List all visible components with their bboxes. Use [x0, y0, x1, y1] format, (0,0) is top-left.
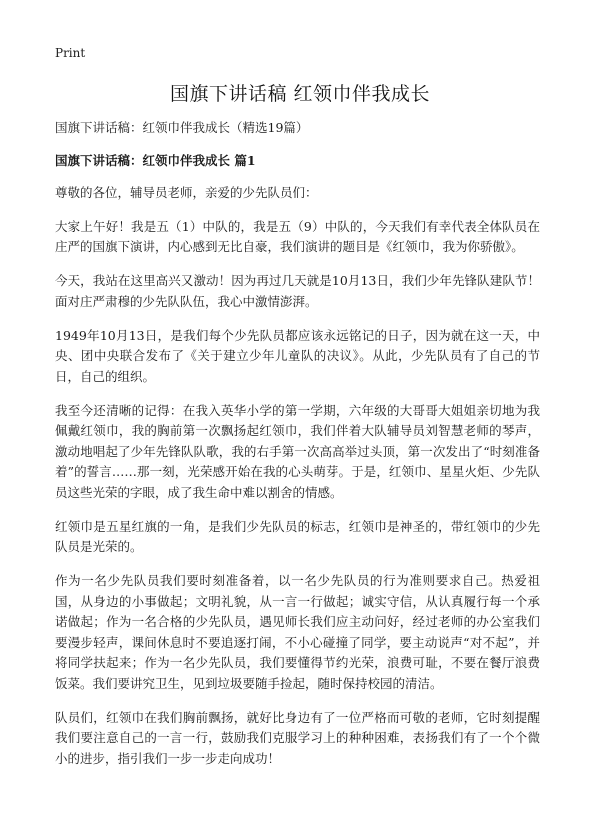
paragraph: 红领巾是五星红旗的一角，是我们少先队员的标志，红领巾是神圣的，带红领巾的少先队员是光荣的。 [55, 518, 540, 554]
paragraph: 1949年10月13日，是我们每个少先队员都应该永远铭记的日子，因为就在这一天，中央、团中央联合发布了《关于建立少年儿童队的决议》。从此，少先队员有了自己的节日，自己的组织。 [55, 327, 540, 384]
paragraph: 我至今还清晰的记得：在我入英华小学的第一学期，六年级的大哥哥大姐姐亲切地为我佩戴红领巾，我的胸前第一次飘扬起红领巾，我们伴着大队辅导员刘智慧老师的琴声，激动地唱起了少年先锋队队歌，我的右手第一次高高举过头顶，第一次发出了“时刻准备着”的誓言……那一刻，光荣感开始在我的心头萌芽。于是，红领巾、星星火炬、少先队员这些光荣的字眼，成了我生命中难以割舍的情感。 [55, 402, 540, 500]
paragraph: 今天，我站在这里高兴又激动！因为再过几天就是10月13日，我们少年先锋队建队节！面对庄严肃穆的少先队队伍，我心中激情澎湃。 [55, 273, 540, 309]
section-heading: 国旗下讲话稿：红领巾伴我成长 篇1 [55, 152, 256, 168]
document-title: 国旗下讲话稿 红领巾伴我成长 [169, 83, 431, 105]
paragraph-greeting: 尊敬的各位，辅导员老师，亲爱的少先队员们： [55, 185, 318, 200]
paragraph: 队员们，红领巾在我们胸前飘扬，就好比身边有了一位严格而可敬的老师，它时刻提醒我们要注意自己的一言一行，鼓励我们克服学习上的种种困难，表扬我们有了一个个微小的进步，指引我们一步一步走向成功！ [55, 709, 540, 766]
document-body [55, 118, 540, 783]
paragraph: 大家上午好！我是五（1）中队的，我是五（9）中队的，今天我们有幸代表全体队员在庄严的国旗下演讲，内心感到无比自豪，我们演讲的题目是《红领巾，我为你骄傲》。 [55, 218, 540, 254]
paragraph: 作为一名少先队员我们要时刻准备着，以一名少先队员的行为准则要求自己。热爱祖国，从身边的小事做起；文明礼貌，从一言一行做起；诚实守信，从认真履行每一个承诺做起；作为一名合格的少先队员，遇见师长我们应主动问好，经过老师的办公室我们要漫步轻声，课间休息时不要追逐打闹，不小心碰撞了同学，要主动说声“对不起”，并将同学扶起来；作为一名少先队员，我们要懂得节约光荣，浪费可耻，不要在餐厅浪费饭菜。我们要讲究卫生，见到垃圾要随手捡起，随时保持校园的清洁。 [55, 573, 540, 691]
print-link[interactable]: Print [55, 46, 86, 60]
document-subtitle: 国旗下讲话稿：红领巾伴我成长（精选19篇） [55, 120, 309, 135]
